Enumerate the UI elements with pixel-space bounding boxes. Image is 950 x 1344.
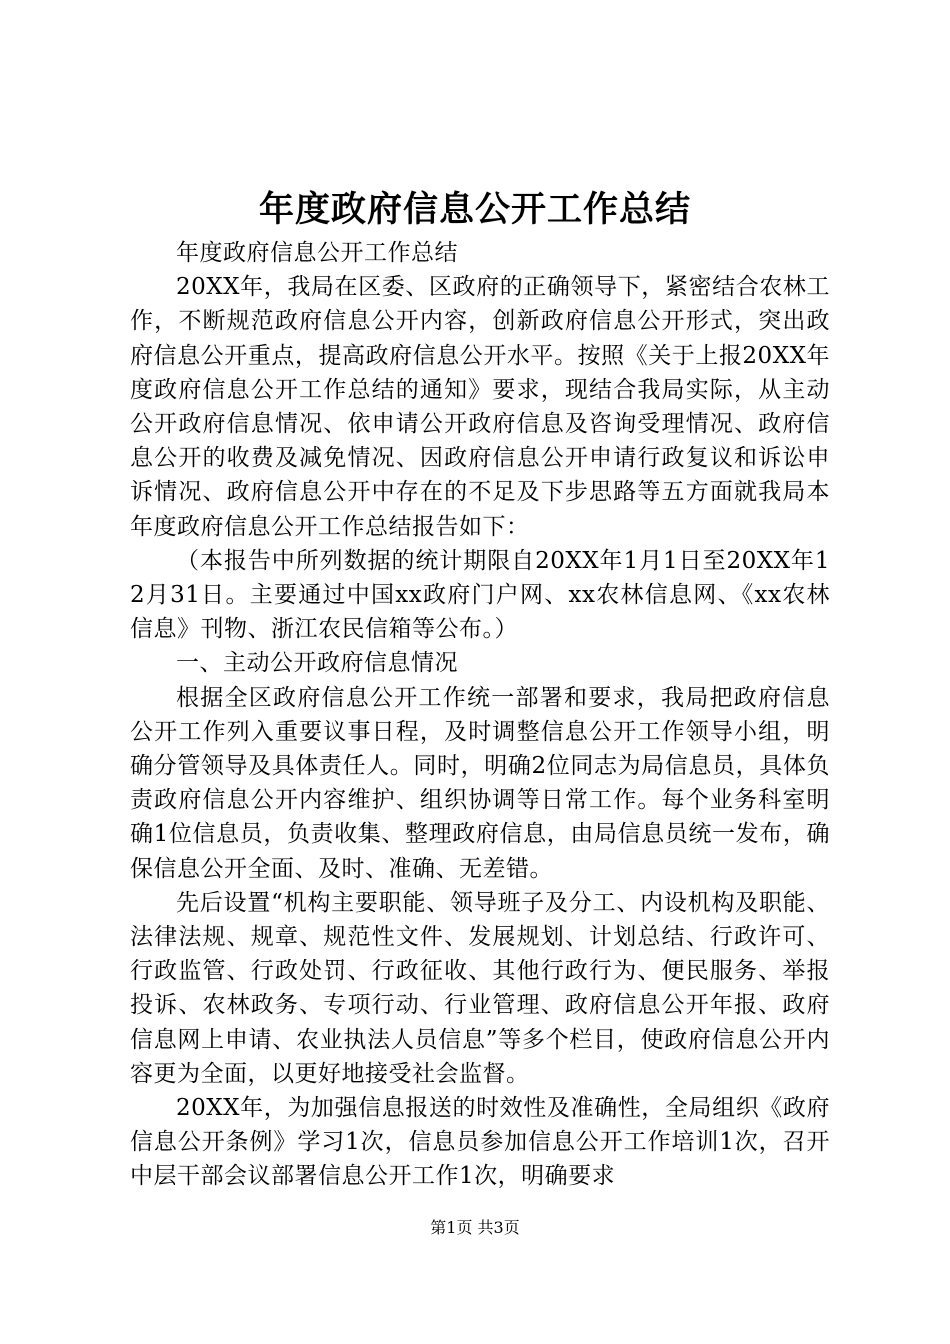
document-title: 年度政府信息公开工作总结 bbox=[258, 189, 691, 230]
page-footer: 第1页 共3页 bbox=[430, 1218, 520, 1237]
paragraph-intro: 20XX年，我局在区委、区政府的正确领导下，紧密结合农林工作，不断规范政府信息公开内容，创新政府信息公开形式，突出政府信息公开重点，提高政府信息公开水平。按照《关于上报20XX年度政府信息公开工作总结的通知》要求，现结合我局实际，从主动公开政府信息情况、依申请公开政府信息及咨询受理情况、政府信息公开的收费及减免情况、因政府信息公开申请行政复议和诉讼申诉情况、政府信息公开中存在的不足及下步思路等五方面就我局本年度政府信息公开工作总结报告如下： bbox=[130, 274, 830, 540]
document-body bbox=[130, 236, 830, 1194]
paragraph-training: 20XX年，为加强信息报送的时效性及准确性，全局组织《政府信息公开条例》学习1次，信息员参加信息公开工作培训1次，召开中层干部会议部署信息公开工作1次，明确要求 bbox=[130, 1095, 830, 1190]
paragraph-section-1: 根据全区政府信息公开工作统一部署和要求，我局把政府信息公开工作列入重要议事日程，及时调整信息公开工作领导小组，明确分管领导及具体责任人。同时，明确2位同志为局信息员，具体负责政府信息公开内容维护、组织协调等日常工作。每个业务科室明确1位信息员，负责收集、整理政府信息，由局信息员统一发布，确保信息公开全面、及时、准确、无差错。 bbox=[130, 684, 830, 882]
section-heading-1: 一、主动公开政府信息情况 bbox=[176, 650, 458, 677]
paragraph-columns: 先后设置“机构主要职能、领导班子及分工、内设机构及职能、法律法规、规章、规范性文件、发展规划、计划总结、行政许可、行政监管、行政处罚、行政征收、其他行政行为、便民服务、举报投诉、农林政务、专项行动、行业管理、政府信息公开年报、政府信息网上申请、农业执法人员信息”等多个栏目，使政府信息公开内容更为全面，以更好地接受社会监督。 bbox=[130, 889, 830, 1087]
paragraph-note: （本报告中所列数据的统计期限自20XX年1月1日至20XX年12月31日。主要通过中国xx政府门户网、xx农林信息网、《xx农林信息》刊物、浙江农民信箱等公布。） bbox=[130, 547, 830, 643]
paragraph-subtitle: 年度政府信息公开工作总结 bbox=[176, 240, 458, 266]
